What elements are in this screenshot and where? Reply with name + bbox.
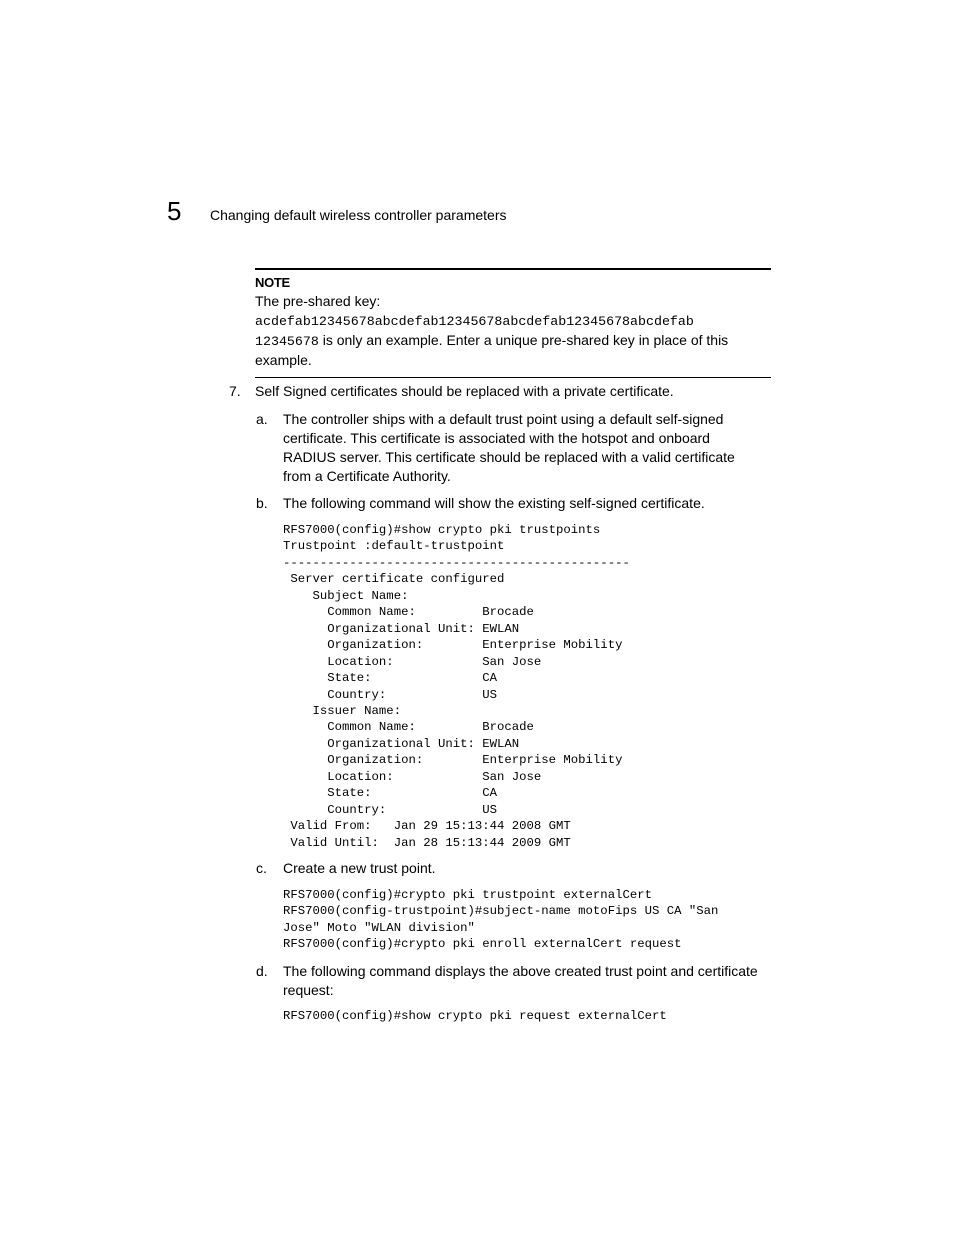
step-number: 7. [229,383,241,399]
note-body [255,311,771,370]
note-suffix: is only an example. Enter a unique pre-shared key in place of this example. [255,332,729,368]
substep-letter: b. [256,495,268,511]
step-text: Self Signed certificates should be replaced with a private certificate. [255,383,674,399]
substep-text: The controller ships with a default trust point using a default self-signed certificate. This certificate is associated with the hotspot and onboard RADIUS server. This certificate should be replaced with a valid certificate from a Certificate Authority. [283,411,735,484]
running-header-title: Changing default wireless controller parameters [210,207,507,223]
substep-d [256,962,766,1000]
chapter-number: 5 [167,196,182,226]
substep-b [256,494,766,513]
pre-shared-key-line2: 12345678 [255,334,319,349]
substep-a [256,410,766,486]
note-intro: The pre-shared key: [255,293,381,309]
pre-shared-key-line1: acdefab12345678abcdefab12345678abcdefab12345678abcdefab [255,314,694,329]
substep-text: The following command will show the existing self-signed certificate. [283,495,705,511]
substep-c [256,859,766,878]
code-block-create-trustpoint: RFS7000(config)#crypto pki trustpoint externalCert RFS7000(config-trustpoint)#subject-name motoFips US CA "San Jose" Moto "WLAN division" RFS7000(config)#crypto pki enroll externalCert request [283,888,719,952]
substep-letter: a. [256,411,268,427]
substep-text: Create a new trust point. [283,860,436,876]
substep-text: The following command displays the above created trust point and certificate request: [283,963,758,998]
substep-letter: c. [256,860,267,876]
substep-letter: d. [256,963,268,979]
note-label: NOTE [255,275,290,290]
note-box [255,268,771,378]
code-block-show-trustpoints: RFS7000(config)#show crypto pki trustpoints Trustpoint :default-trustpoint ----------------------------------------------- Server certificate configured Subject Name: Common Name: Brocade Organizational Unit: EWLAN Organization: Enterprise Mobility Location: San Jose State: CA Country: US Issuer Name: Common Name: Brocade Organizational Unit: EWLAN Organization: Enterprise Mobility Location: San Jose State: CA Country: US Valid From: Jan 29 15:13:44 2008 GMT Valid Until: Jan 28 15:13:44 2009 GMT [283,523,630,850]
code-block-show-request: RFS7000(config)#show crypto pki request externalCert [283,1009,667,1023]
